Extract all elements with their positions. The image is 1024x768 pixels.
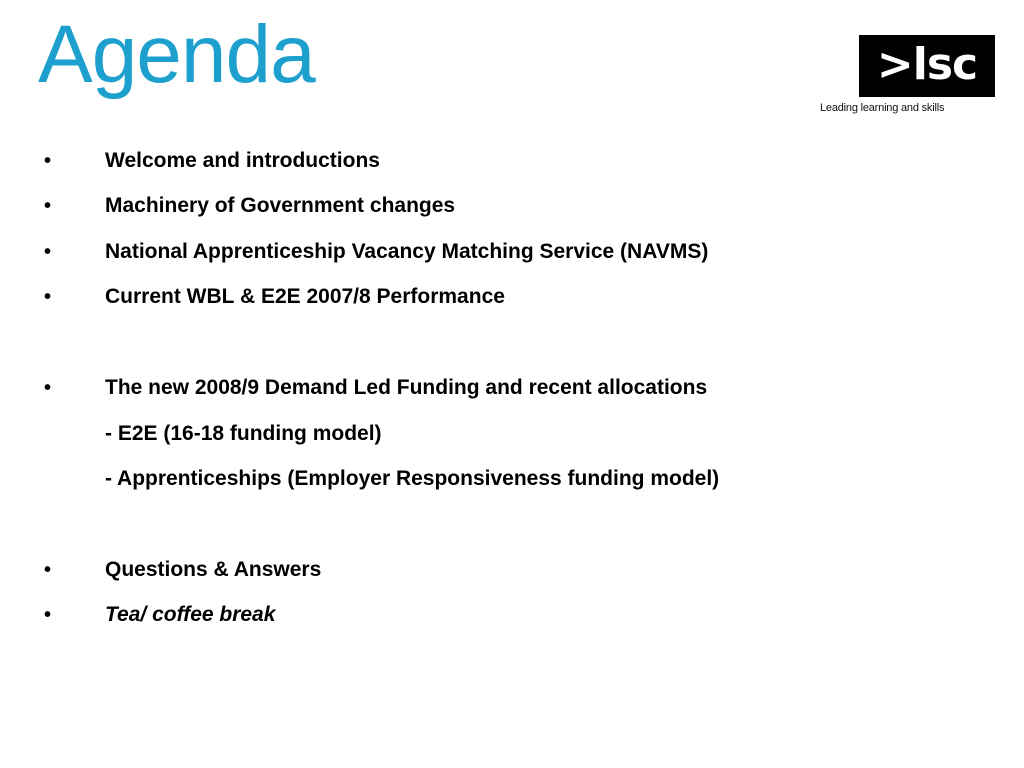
agenda-subitem bbox=[0, 465, 1024, 493]
agenda-item-text: The new 2008/9 Demand Led Funding and recent allocations bbox=[105, 376, 708, 399]
agenda-item-text: Current WBL & E2E 2007/8 Performance bbox=[105, 285, 505, 308]
agenda-subitem-text: - E2E (16-18 funding model) bbox=[105, 422, 382, 445]
agenda-item bbox=[0, 147, 1024, 175]
bullet-icon: • bbox=[44, 150, 52, 172]
agenda-item bbox=[0, 283, 1024, 311]
logo-tagline: Leading learning and skills bbox=[820, 102, 945, 114]
bullet-icon: • bbox=[44, 604, 52, 626]
agenda-item-text: Questions & Answers bbox=[105, 558, 322, 581]
agenda-item-text: Machinery of Government changes bbox=[105, 194, 456, 217]
bullet-icon: • bbox=[44, 559, 52, 581]
agenda-item-text: Tea/ coffee break bbox=[105, 603, 276, 626]
agenda-subitem-text: - Apprenticeships (Employer Responsiveness funding model) bbox=[105, 467, 720, 490]
agenda-item bbox=[0, 238, 1024, 266]
bullet-icon: • bbox=[44, 377, 52, 399]
bullet-icon: • bbox=[44, 241, 52, 263]
logo-mark: >lsc bbox=[859, 35, 995, 97]
agenda-subitem bbox=[0, 420, 1024, 448]
bullet-icon: • bbox=[44, 195, 52, 217]
agenda-item-text: National Apprenticeship Vacancy Matching Service (NAVMS) bbox=[105, 240, 709, 263]
slide-title: Agenda bbox=[38, 9, 315, 100]
agenda-item bbox=[0, 601, 1024, 629]
agenda-item bbox=[0, 192, 1024, 220]
agenda-item bbox=[0, 556, 1024, 584]
agenda-item-text: Welcome and introductions bbox=[105, 149, 380, 172]
bullet-icon: • bbox=[44, 286, 52, 308]
agenda-item bbox=[0, 374, 1024, 402]
